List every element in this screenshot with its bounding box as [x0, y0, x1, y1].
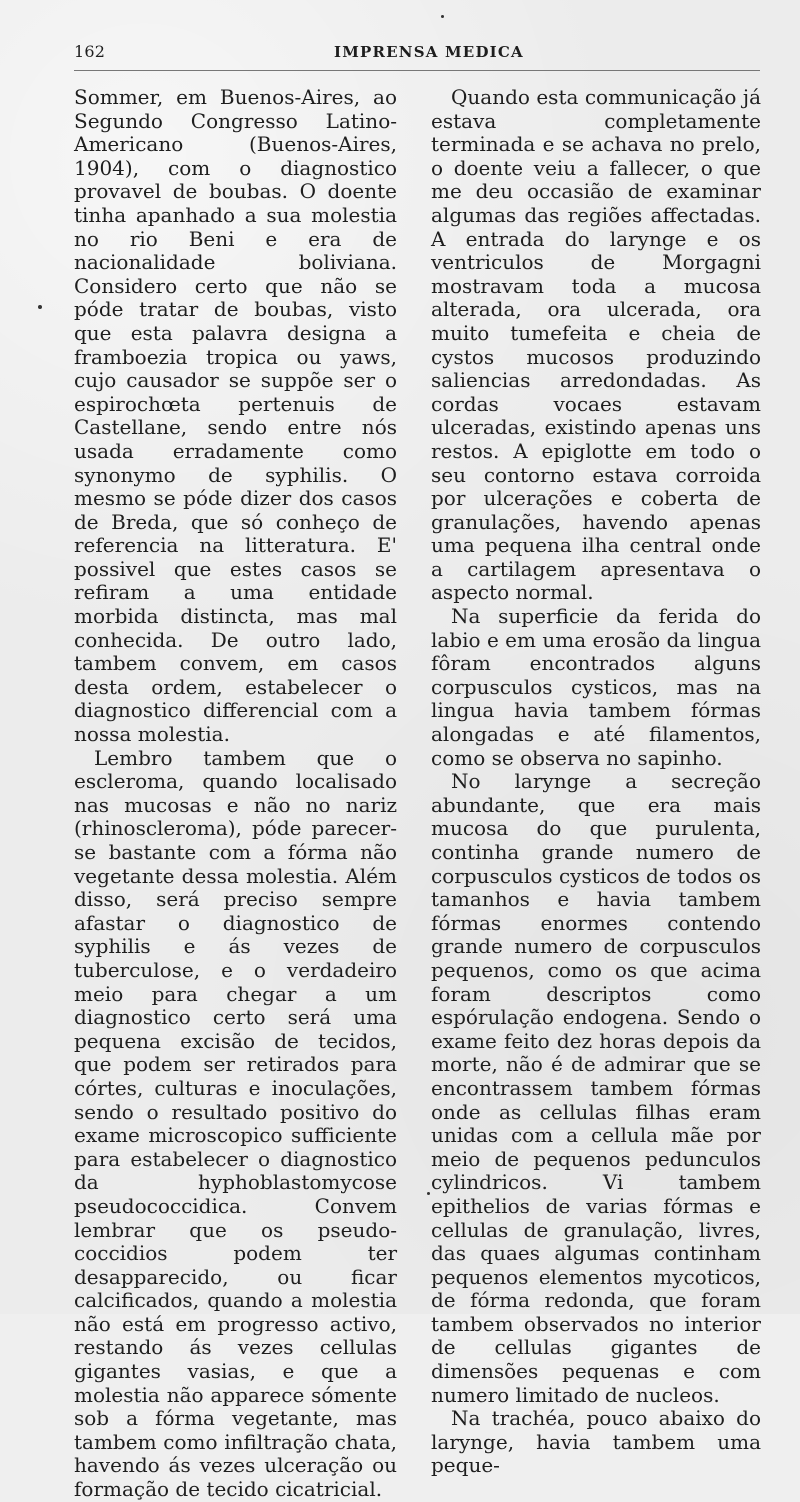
- right-paragraph-4: Na trachéa, pouco abaixo do larynge, havia tambem uma peque-: [431, 1406, 761, 1478]
- print-speck: [441, 15, 444, 18]
- right-text-column: [431, 86, 761, 1478]
- right-paragraph-2: Na superficie da ferida do labio e em uma erosão da lingua fôram encontrados alguns corpusculos cysticos, mas na lingua havia tambem fórmas alongadas e até filamentos, como se observa no sapinho.: [431, 604, 761, 770]
- page-number: 162: [74, 42, 106, 61]
- right-paragraph-1: Quando esta communicação já estava completamente terminada e se achava no prelo, o doente veiu a fallecer, o que me deu occasião de examinar algumas das regiões affectadas. A entrada do larynge e os ventriculos de Morgagni mostravam toda a mucosa alterada, ora ulcerada, ora muito tumefeita e cheia de cystos mucosos produzindo saliencias arredondadas. As cordas vocaes estavam ulceradas, existindo apenas uns restos. A epiglotte em todo o seu contorno estava corroida por ulcerações e coberta de granulações, havendo apenas uma pequena ilha central onde a cartilagem apresentava o aspecto normal.: [431, 85, 761, 605]
- right-paragraph-3: No larynge a secreção abundante, que era mais mucosa do que purulenta, continha grande numero de corpusculos cysticos de todos os tamanhos e havia tambem fórmas enormes contendo grande numero de corpusculos pequenos, como os que acima foram descriptos como espórulação endogena. Sendo o exame feito dez horas depois da morte, não é de admirar que se encontrassem tambem fórmas onde as cellulas filhas eram unidas com a cellula mãe por meio de pequenos pedunculos cylindricos. Vi tambem epithelios de varias fórmas e cellulas de granulação, livres, das quaes algumas continham pequenos elementos mycoticos, de fórma redonda, que foram tambem observados no interior de cellulas gigantes de dimensões pequenas e com numero limitado de nucleos.: [431, 769, 761, 1407]
- page-header: [74, 42, 760, 71]
- left-text-column: [74, 86, 397, 1502]
- print-speck: [38, 305, 42, 309]
- running-title: IMPRENSA MEDICA: [334, 43, 524, 61]
- left-paragraph-2: Lembro tambem que o escleroma, quando localisado nas mucosas e não no nariz (rhinoscleroma), póde parecer-se bastante com a fórma não vegetante dessa molestia. Além disso, será preciso sempre afastar o diagnostico de syphilis e ás vezes de tuberculose, e o verdadeiro meio para chegar a um diagnostico certo será uma pequena excisão de tecidos, que podem ser retirados para córtes, culturas e inoculações, sendo o resultado positivo do exame microscopico sufficiente para estabelecer o diagnostico da hyphoblastomycose pseudococcidica. Convem lembrar que os pseudo-coccidios podem ter desapparecido, ou ficar calcificados, quando a molestia não está em progresso activo, restando ás vezes cellulas gigantes vasias, e que a molestia não apparece sómente sob a fórma vegetante, mas tambem como infiltração chata, havendo ás vezes ulceração ou formação de tecido cicatricial.: [74, 745, 397, 1502]
- left-paragraph-1: Sommer, em Buenos-Aires, ao Segundo Congresso Latino-Americano (Buenos-Aires, 1904), com o diagnostico provavel de boubas. O doente tinha apanhado a sua molestia no rio Beni e era de nacionalidade boliviana. Considero certo que não se póde tratar de boubas, visto que esta palavra designa a framboezia tropica ou yaws, cujo causador se suppõe ser o espirochœta pertenuis de Castellane, sendo entre nós usada erradamente como synonymo de syphilis. O mesmo se póde dizer dos casos de Breda, que só conheço de referencia na litteratura. E' possivel que estes casos se refiram a uma entidade morbida distincta, mas mal conhecida. De outro lado, tambem convem, em casos desta ordem, estabelecer o diagnostico differencial com a nossa molestia.: [74, 85, 397, 747]
- print-speck: [427, 1192, 430, 1195]
